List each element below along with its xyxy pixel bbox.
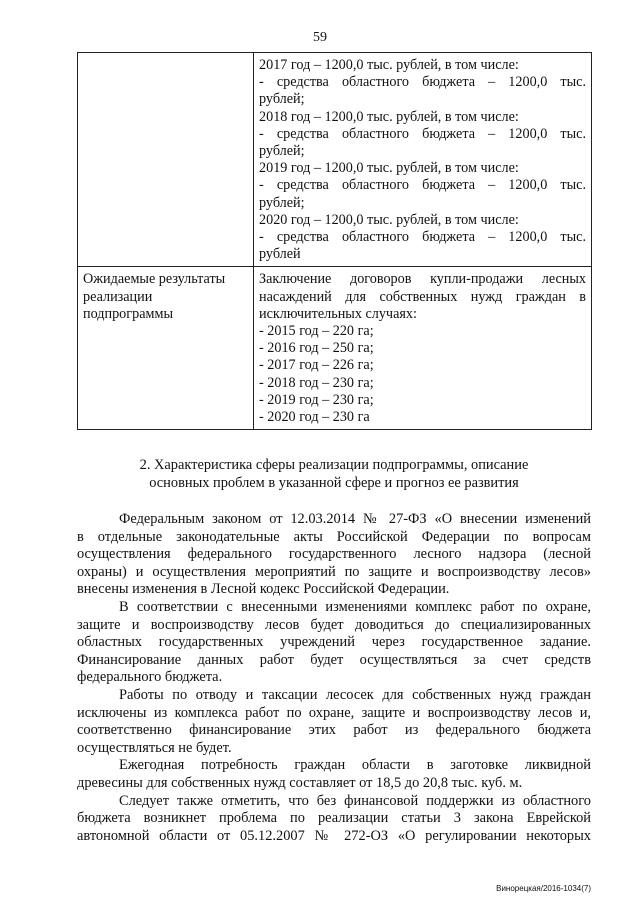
funding-line: - средства областного бюджета – 1200,0 тыс. xyxy=(259,229,586,246)
paragraph-line: охраны) и осуществления мероприятий по защите и воспроизводству лесов» xyxy=(77,563,591,580)
results-label-line: реализации xyxy=(83,288,153,305)
results-item: - 2017 год – 226 га; xyxy=(259,357,374,374)
funding-line: 2017 год – 1200,0 тыс. рублей, в том числе: xyxy=(259,57,519,73)
paragraph-line: осуществления федерального государственного лесного надзора (лесной xyxy=(77,546,591,563)
funding-line: 2019 год – 1200,0 тыс. рублей, в том числе: xyxy=(259,160,519,177)
funding-line: рублей; xyxy=(259,143,305,160)
paragraph-line: Работы по отводу и таксации лесосек для собственных нужд граждан xyxy=(119,686,591,703)
paragraph-line: в отдельные законодательные акты Российской Федерации по вопросам xyxy=(77,528,591,545)
funding-line: рублей; xyxy=(259,91,305,108)
section-heading-line: основных проблем в указанной сфере и прогноз ее развития xyxy=(149,474,519,491)
results-intro-line: насаждений для собственных нужд граждан в xyxy=(259,288,586,305)
body-text xyxy=(77,511,591,845)
results-item: - 2018 год – 230 га; xyxy=(259,374,374,391)
table-row-funding xyxy=(78,53,592,267)
results-intro-line: исключительных случаях: xyxy=(259,305,417,322)
results-item: - 2020 год – 230 га xyxy=(259,409,370,426)
paragraph-line: В соответствии с внесенными изменениями комплекс работ по охране, xyxy=(119,598,591,615)
paragraph-line: Следует также отметить, что без финансовой поддержки из областного xyxy=(119,792,591,809)
section-heading xyxy=(77,457,591,492)
paragraph-line: соответственно финансирование этих работ из федерального бюджета xyxy=(77,722,591,739)
paragraph-line: областных государственных учреждений через государственное задание. xyxy=(77,634,591,651)
table-row-results xyxy=(78,267,592,430)
paragraph-line: Ежегодная потребность граждан области в заготовке ликвидной xyxy=(119,757,591,774)
paragraph-line: осуществляться не будет. xyxy=(77,739,232,756)
funding-cell xyxy=(254,53,592,267)
program-passport-table xyxy=(77,52,592,430)
paragraph xyxy=(77,757,591,792)
paragraph-line: Финансирование данных работ будет осуществляться за счет средств xyxy=(77,651,591,668)
paragraph xyxy=(77,599,591,687)
funding-line: рублей xyxy=(259,246,301,263)
paragraph-line: Федеральным законом от 12.03.2014 № 27-ФЗ «О внесении изменений xyxy=(119,511,591,527)
paragraph-line: федерального бюджета. xyxy=(77,669,223,686)
funding-line: 2018 год – 1200,0 тыс. рублей, в том числе: xyxy=(259,108,519,125)
paragraph xyxy=(77,793,591,846)
results-item: - 2016 год – 250 га; xyxy=(259,340,374,357)
funding-line: - средства областного бюджета – 1200,0 тыс. xyxy=(259,74,586,91)
section-heading-line: 2. Характеристика сферы реализации подпрограммы, описание xyxy=(139,457,529,473)
results-label-line: Ожидаемые результаты xyxy=(83,271,226,288)
funding-line: - средства областного бюджета – 1200,0 тыс. xyxy=(259,125,586,142)
results-label-cell xyxy=(78,267,254,430)
paragraph-line: защите и воспроизводству лесов будет доводиться до специализированных xyxy=(77,616,591,633)
results-cell xyxy=(254,267,592,430)
paragraph-line: древесины для собственных нужд составляет от 18,5 до 20,8 тыс. куб. м. xyxy=(77,774,523,791)
paragraph-line: внесены изменения в Лесной кодекс Российской Федерации. xyxy=(77,581,450,598)
results-item: - 2015 год – 220 га; xyxy=(259,323,374,340)
page-number: 59 xyxy=(313,30,327,45)
paragraph-line: автономной области от 05.12.2007 № 272-ОЗ «О регулировании некоторых xyxy=(77,827,591,844)
paragraph-line: бюджета возникнет проблема по реализации статьи 3 закона Еврейской xyxy=(77,810,591,827)
funding-label-cell xyxy=(78,53,254,267)
results-label-line: подпрограммы xyxy=(83,305,173,322)
document-footer-code: Винорецкая/2016-1034(7) xyxy=(496,884,591,893)
paragraph-line: исключены из комплекса работ по охране, защите и воспроизводству лесов и, xyxy=(77,704,591,721)
funding-line: рублей; xyxy=(259,194,305,211)
results-item: - 2019 год – 230 га; xyxy=(259,391,374,408)
funding-line: - средства областного бюджета – 1200,0 тыс. xyxy=(259,177,586,194)
paragraph xyxy=(77,511,591,599)
funding-line: 2020 год – 1200,0 тыс. рублей, в том числе: xyxy=(259,211,519,228)
paragraph xyxy=(77,687,591,757)
results-intro-line: Заключение договоров купли-продажи лесных xyxy=(259,271,586,288)
